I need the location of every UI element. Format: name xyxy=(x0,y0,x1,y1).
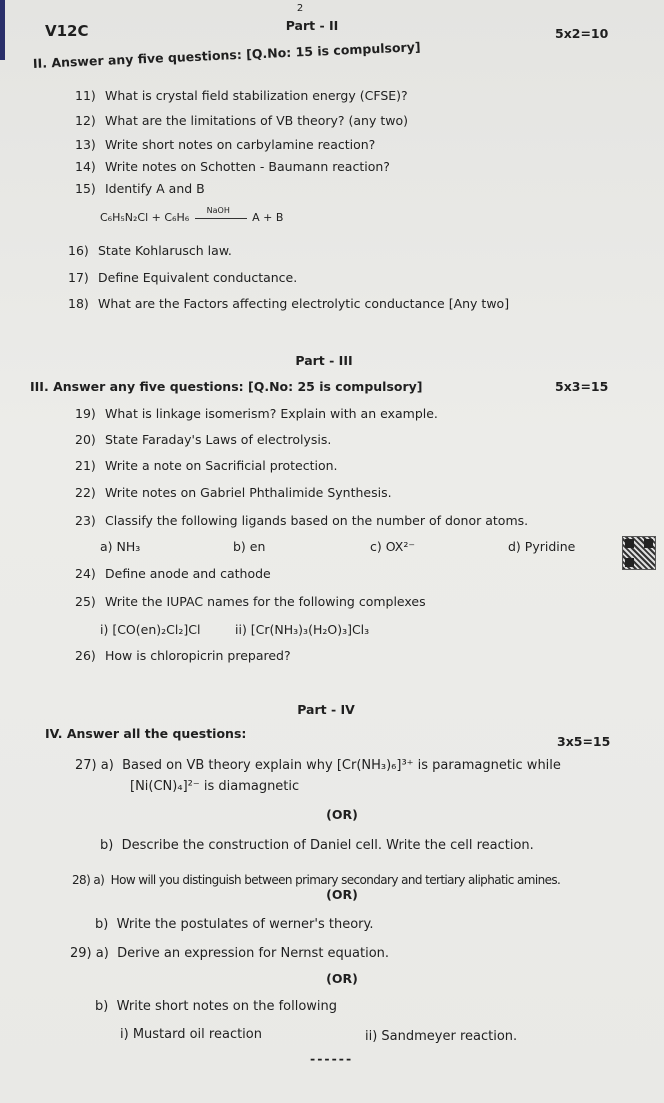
question-number: 24) xyxy=(75,566,96,581)
question-27a-continued: [Ni(CN)₄]²⁻ is diamagnetic xyxy=(130,779,300,794)
question-16 xyxy=(68,245,232,258)
photo-edge xyxy=(0,0,5,60)
question-17 xyxy=(68,272,297,285)
ligand-c: c) OX²⁻ xyxy=(370,539,415,554)
question-text: Based on VB theory explain why [Cr(NH₃)₆]³⁺ is paramagnetic while xyxy=(122,758,561,773)
part-3-marks: 5x3=15 xyxy=(555,379,609,394)
question-20 xyxy=(75,434,331,447)
question-text: Derive an expression for Nernst equation. xyxy=(117,946,390,961)
or-divider: (OR) xyxy=(326,807,358,822)
question-text: What is crystal field stabilization energy (CFSE)? xyxy=(105,88,408,103)
question-number: 19) xyxy=(75,406,96,421)
option-label: a) xyxy=(95,946,109,961)
question-text: What is linkage isomerism? Explain with an example. xyxy=(105,406,438,421)
question-number: 12) xyxy=(75,113,96,128)
question-number: 28) xyxy=(72,873,91,887)
question-text: Write short notes on carbylamine reaction? xyxy=(105,137,376,152)
or-divider: (OR) xyxy=(326,971,358,986)
part-2-marks: 5x2=10 xyxy=(555,26,609,41)
question-number: 17) xyxy=(68,270,89,285)
question-29b xyxy=(95,1000,337,1013)
question-27b xyxy=(100,839,534,852)
question-text: Describe the construction of Daniel cell. Write the cell reaction. xyxy=(121,838,534,853)
instruction-text: Answer all the questions: xyxy=(66,726,247,741)
ligand-a: a) NH₃ xyxy=(100,539,141,554)
question-text: What are the Factors affecting electrolytic conductance [Any two] xyxy=(98,296,510,311)
question-23 xyxy=(75,515,528,528)
question-text: Define anode and cathode xyxy=(105,566,271,581)
question-12 xyxy=(75,115,408,128)
question-18 xyxy=(68,298,509,311)
question-text: What are the limitations of VB theory? (any two) xyxy=(105,113,408,128)
question-number: 18) xyxy=(68,296,89,311)
question-text: How will you distinguish between primary secondary and tertiary aliphatic amines. xyxy=(110,873,561,887)
option-label: a) xyxy=(93,873,105,887)
question-24 xyxy=(75,568,271,581)
question-number: 14) xyxy=(75,159,96,174)
option-label: a) xyxy=(100,758,114,773)
question-text: Write notes on Gabriel Phthalimide Synthesis. xyxy=(105,485,392,500)
section-number: II. xyxy=(32,55,48,71)
question-number: 22) xyxy=(75,485,96,500)
part-3-instruction xyxy=(30,381,423,394)
option-label: b) xyxy=(95,999,109,1014)
part-4-instruction xyxy=(45,728,246,741)
ligand-d: d) Pyridine xyxy=(508,539,576,554)
question-14 xyxy=(75,161,390,174)
question-number: 25) xyxy=(75,594,96,609)
question-number: 27) xyxy=(75,758,97,773)
products: A + B xyxy=(252,211,284,224)
question-number: 13) xyxy=(75,137,96,152)
question-number: 26) xyxy=(75,648,96,663)
question-27a xyxy=(75,759,561,772)
reaction-equation xyxy=(100,205,284,224)
page-number: 2 xyxy=(296,3,304,14)
question-15 xyxy=(75,183,205,196)
question-number: 15) xyxy=(75,181,96,196)
question-text: Write notes on Schotten - Baumann reaction? xyxy=(105,159,390,174)
question-29a xyxy=(70,947,389,960)
question-text: Write a note on Sacrificial protection. xyxy=(105,458,338,473)
qr-code xyxy=(622,536,656,570)
reagent: NaOH xyxy=(206,205,230,215)
part-2-instruction xyxy=(33,41,421,70)
complex-ii: ii) [Cr(NH₃)₃(H₂O)₃]Cl₃ xyxy=(235,622,370,637)
sub-item-ii: ii) Sandmeyer reaction. xyxy=(365,1029,518,1044)
question-text: Write the postulates of werner's theory. xyxy=(116,917,374,932)
part-4-marks: 3x5=15 xyxy=(557,734,611,749)
section-number: IV. xyxy=(45,726,63,741)
question-text: Write the IUPAC names for the following complexes xyxy=(105,594,426,609)
question-number: 11) xyxy=(75,88,96,103)
question-number: 21) xyxy=(75,458,96,473)
question-28a xyxy=(72,874,560,886)
question-number: 29) xyxy=(70,946,92,961)
sub-item-i: i) Mustard oil reaction xyxy=(120,1027,262,1042)
question-26 xyxy=(75,650,291,663)
question-text: How is chloropicrin prepared? xyxy=(105,648,291,663)
question-11 xyxy=(75,90,408,103)
part-2-title: Part - II xyxy=(285,18,339,33)
complex-i: i) [CO(en)₂Cl₂]Cl xyxy=(100,622,201,637)
part-4-title: Part - IV xyxy=(297,702,355,717)
question-text: Write short notes on the following xyxy=(116,999,338,1014)
question-text: Classify the following ligands based on the number of donor atoms. xyxy=(105,513,529,528)
instruction-text: Answer any five questions: [Q.No: 25 is compulsory] xyxy=(53,379,423,394)
instruction-text: Answer any five questions: [Q.No: 15 is compulsory] xyxy=(51,39,421,71)
question-text: State Faraday's Laws of electrolysis. xyxy=(105,432,332,447)
question-19 xyxy=(75,408,438,421)
question-28b xyxy=(95,918,373,931)
or-divider: (OR) xyxy=(326,887,358,902)
question-text: State Kohlarusch law. xyxy=(98,243,232,258)
question-25 xyxy=(75,596,426,609)
section-number: III. xyxy=(30,379,49,394)
end-mark: ------ xyxy=(310,1051,354,1066)
question-number: 20) xyxy=(75,432,96,447)
question-number: 16) xyxy=(68,243,89,258)
question-text: Identify A and B xyxy=(105,181,205,196)
option-label: b) xyxy=(100,838,114,853)
question-text: Define Equivalent conductance. xyxy=(98,270,298,285)
question-21 xyxy=(75,460,338,473)
paper-code: V12C xyxy=(45,22,89,40)
question-number: 23) xyxy=(75,513,96,528)
part-3-title: Part - III xyxy=(295,353,353,368)
option-label: b) xyxy=(95,917,109,932)
reactants: C₆H₅N₂Cl + C₆H₆ xyxy=(100,211,190,224)
reaction-arrow xyxy=(195,205,247,219)
question-13 xyxy=(75,139,375,152)
ligand-b: b) en xyxy=(233,539,266,554)
question-22 xyxy=(75,487,392,500)
